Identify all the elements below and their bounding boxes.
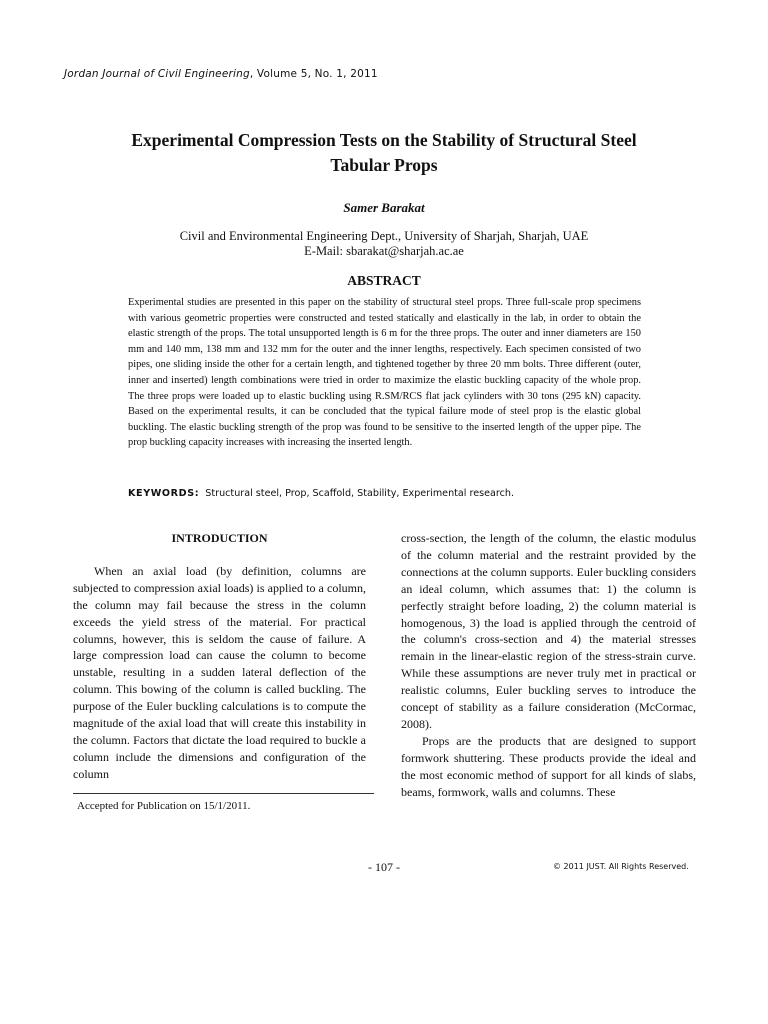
keywords-label: KEYWORDS:	[128, 488, 200, 499]
keywords-line	[128, 488, 688, 499]
left-paragraph: When an axial load (by definition, columns are subjected to compression axial loads) is applied to a column, the column may fail because the stress in the column exceeds the yield stress of the material. For practical columns, however, this is seldom the cause of failure. A large compression load can cause the column to become unstable, resulting in a sudden lateral deflection of the column. This bowing of the column is called buckling. The purpose of the Euler buckling calculations is to compute the magnitude of the axial load that will create this instability in the column. Factors that dictate the load required to buckle a column include the dimensions and configuration of the column	[73, 563, 366, 781]
introduction-heading: INTRODUCTION	[171, 531, 268, 545]
journal-name: Jordan Journal of Civil Engineering	[64, 68, 250, 80]
affiliation: Civil and Environmental Engineering Dept., University of Sharjah, Sharjah, UAE	[179, 229, 589, 243]
right-column	[401, 530, 696, 801]
keywords-text: Structural steel, Prop, Scaffold, Stability, Experimental research.	[205, 488, 515, 499]
abstract-text: Experimental studies are presented in this paper on the stability of structural steel props. Three full-scale prop specimens with various geometric properties were constructed and tested statically and elastically in the lab, in order to obtain the elastic strength of the props. The total unsupported length is 6 m for the three props. The outer and inner diameters are 150 mm and 140 mm, 138 mm and 132 mm for the outer and the inner lengths, respectively. Each specimen consisted of two pipes, one sliding inside the other for a certain length, and tightened together by three 20 mm bolts. Three different (outer, inner and inserted) length combinations were tried in order to maximize the elastic buckling capacity of the whole prop. The three props were loaded up to elastic buckling using R.SM/RCS flat jack cylinders with 30 tons (295 kN) capacity. Based on the experimental results, it can be concluded that the typical failure mode of steel prop is the elastic global buckling. The elastic buckling strength of the prop was found to be sensitive to the inserted length of the upper pipe. The prop buckling capacity increases with increasing the inserted length.	[128, 297, 641, 449]
journal-volume: , Volume 5, No. 1, 2011	[249, 68, 378, 80]
abstract-heading: ABSTRACT	[347, 273, 421, 288]
copyright-notice: © 2011 JUST. All Rights Reserved.	[553, 862, 689, 871]
right-paragraph-2: Props are the products that are designed to support formwork shuttering. These products provide the ideal and the most economic method of support for all kinds of slabs, beams, formwork, walls and columns. These	[401, 733, 696, 799]
author-affiliation-block	[0, 229, 768, 258]
footnote-divider	[73, 793, 374, 794]
paper-title: Experimental Compression Tests on the Stability of Structural Steel Tabular Props	[131, 130, 637, 175]
journal-header	[64, 68, 378, 80]
footnote: Accepted for Publication on 15/1/2011.	[77, 800, 251, 812]
page-number: - 107 -	[368, 860, 400, 874]
left-column	[73, 530, 366, 783]
email: E-Mail: sbarakat@sharjah.ac.ae	[304, 243, 464, 258]
author-name: Samer Barakat	[343, 200, 425, 215]
right-paragraph-1: cross-section, the length of the column, the elastic modulus of the column material and the restraint provided by the connections at the column supports. Euler buckling considers an ideal column, which assumes that: 1) the column is perfectly straight before loading, 2) the column material is homogenous, 3) the load is applied through the centroid of the column's cross-section and 4) the material stresses remain in the linear-elastic region of the stress-strain curve. While these assumptions are never truly met in practical or realistic columns, Euler buckling serves to introduce the concept of stability as a failure consideration (McCormac, 2008).	[401, 531, 696, 731]
